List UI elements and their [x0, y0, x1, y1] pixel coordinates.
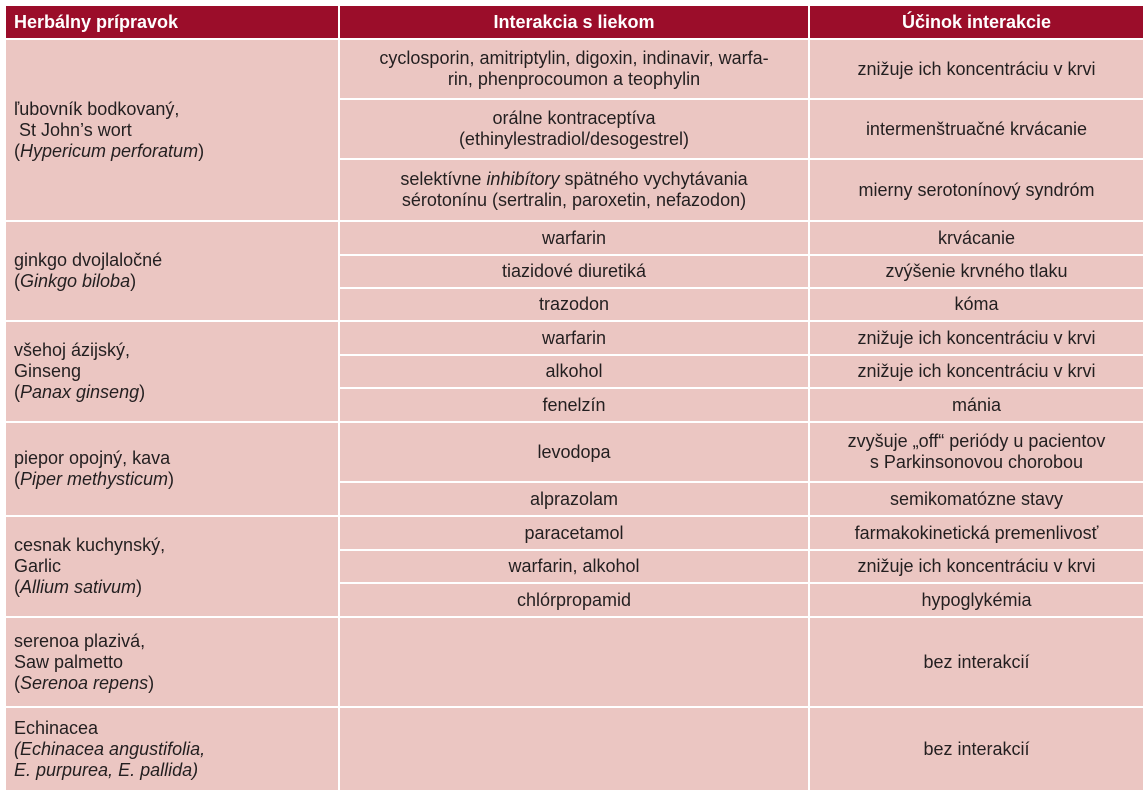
drug-cell: [339, 617, 809, 707]
herb-name: Echinacea: [14, 717, 99, 738]
herb-cell: [5, 422, 339, 516]
drug-cell: fenelzín: [339, 388, 809, 422]
herb-name: piepor opojný, kava: [14, 448, 171, 468]
effect-cell: zvýšenie krvného tlaku: [809, 255, 1144, 288]
effect-cell: semikomatózne stavy: [809, 482, 1144, 516]
header-interaction-effect: Účinok interakcie: [809, 5, 1144, 39]
herb-latin-name: (Serenoa repens): [14, 672, 155, 693]
effect-cell: mierny serotonínový syndróm: [809, 159, 1144, 221]
effect-cell: zvyšuje „off“ periódy u pacientov s Parkinsonovou chorobou: [809, 422, 1144, 482]
herb-english-name: Ginseng: [14, 361, 82, 381]
herb-name: ľubovník bodkovaný,: [14, 98, 180, 119]
herb-cell: [5, 516, 339, 617]
herb-cell: [5, 39, 339, 221]
drug-cell: selektívne inhibítory spätného vychytávania sérotonínu (sertralin, paroxetin, nefazodon): [339, 159, 809, 221]
effect-cell: znižuje ich koncentráciu v krvi: [809, 550, 1144, 583]
header-herbal-preparation: Herbálny prípravok: [5, 5, 339, 39]
herb-cell: [5, 321, 339, 422]
effect-cell: znižuje ich koncentráciu v krvi: [809, 321, 1144, 355]
herb-latin-name: (Echinacea angustifolia,: [14, 738, 206, 759]
table-row: [5, 422, 1144, 482]
effect-cell: znižuje ich koncentráciu v krvi: [809, 39, 1144, 99]
table-row: [5, 221, 1144, 255]
drug-cell: warfarin: [339, 321, 809, 355]
herb-latin-name: (Piper methysticum): [14, 469, 175, 489]
drug-cell: chlórpropamid: [339, 583, 809, 617]
drug-cell: tiazidové diuretiká: [339, 255, 809, 288]
herb-english-name: Saw palmetto: [14, 651, 124, 672]
herb-latin-name: E. purpurea, E. pallida): [14, 759, 199, 780]
effect-cell: znižuje ich koncentráciu v krvi: [809, 355, 1144, 388]
effect-cell: bez interakcií: [809, 617, 1144, 707]
table-row: [5, 617, 1144, 707]
herb-name: ginkgo dvojlaločné: [14, 250, 163, 270]
drug-cell: orálne kontraceptíva (ethinylestradiol/desogestrel): [339, 99, 809, 159]
table-row: [5, 516, 1144, 550]
herb-name: všehoj ázijský,: [14, 340, 131, 360]
effect-cell: kóma: [809, 288, 1144, 321]
drug-cell: paracetamol: [339, 516, 809, 550]
herb-latin-name: (Panax ginseng): [14, 382, 146, 402]
herb-latin-name: (Allium sativum): [14, 577, 143, 597]
table-row: [5, 321, 1144, 355]
herb-english-name: Garlic: [14, 556, 62, 576]
header-row: [5, 5, 1144, 39]
herb-cell: [5, 707, 339, 791]
drug-cell: alprazolam: [339, 482, 809, 516]
drug-cell: warfarin, alkohol: [339, 550, 809, 583]
herb-latin-name: (Hypericum perforatum): [14, 140, 205, 161]
effect-cell: bez interakcií: [809, 707, 1144, 791]
herb-name: serenoa plazivá,: [14, 630, 146, 651]
table-row: [5, 707, 1144, 791]
table-row: [5, 39, 1144, 99]
herb-latin-name: (Ginkgo biloba): [14, 271, 137, 291]
drug-cell: [339, 707, 809, 791]
effect-cell: mánia: [809, 388, 1144, 422]
effect-cell: farmakokinetická premenlivosť: [809, 516, 1144, 550]
herb-cell: [5, 617, 339, 707]
herb-name: cesnak kuchynský,: [14, 535, 166, 555]
effect-cell: hypoglykémia: [809, 583, 1144, 617]
drug-cell: trazodon: [339, 288, 809, 321]
effect-cell: krvácanie: [809, 221, 1144, 255]
herb-drug-interaction-table: [4, 4, 1145, 792]
header-drug-interaction: Interakcia s liekom: [339, 5, 809, 39]
effect-cell: intermenštruačné krvácanie: [809, 99, 1144, 159]
drug-cell: levodopa: [339, 422, 809, 482]
drug-cell: cyclosporin, amitriptylin, digoxin, indinavir, warfa- rin, phenprocoumon a teophylin: [339, 39, 809, 99]
drug-cell: alkohol: [339, 355, 809, 388]
herb-english-name: St John’s wort: [14, 119, 132, 140]
drug-cell: warfarin: [339, 221, 809, 255]
herb-cell: [5, 221, 339, 321]
